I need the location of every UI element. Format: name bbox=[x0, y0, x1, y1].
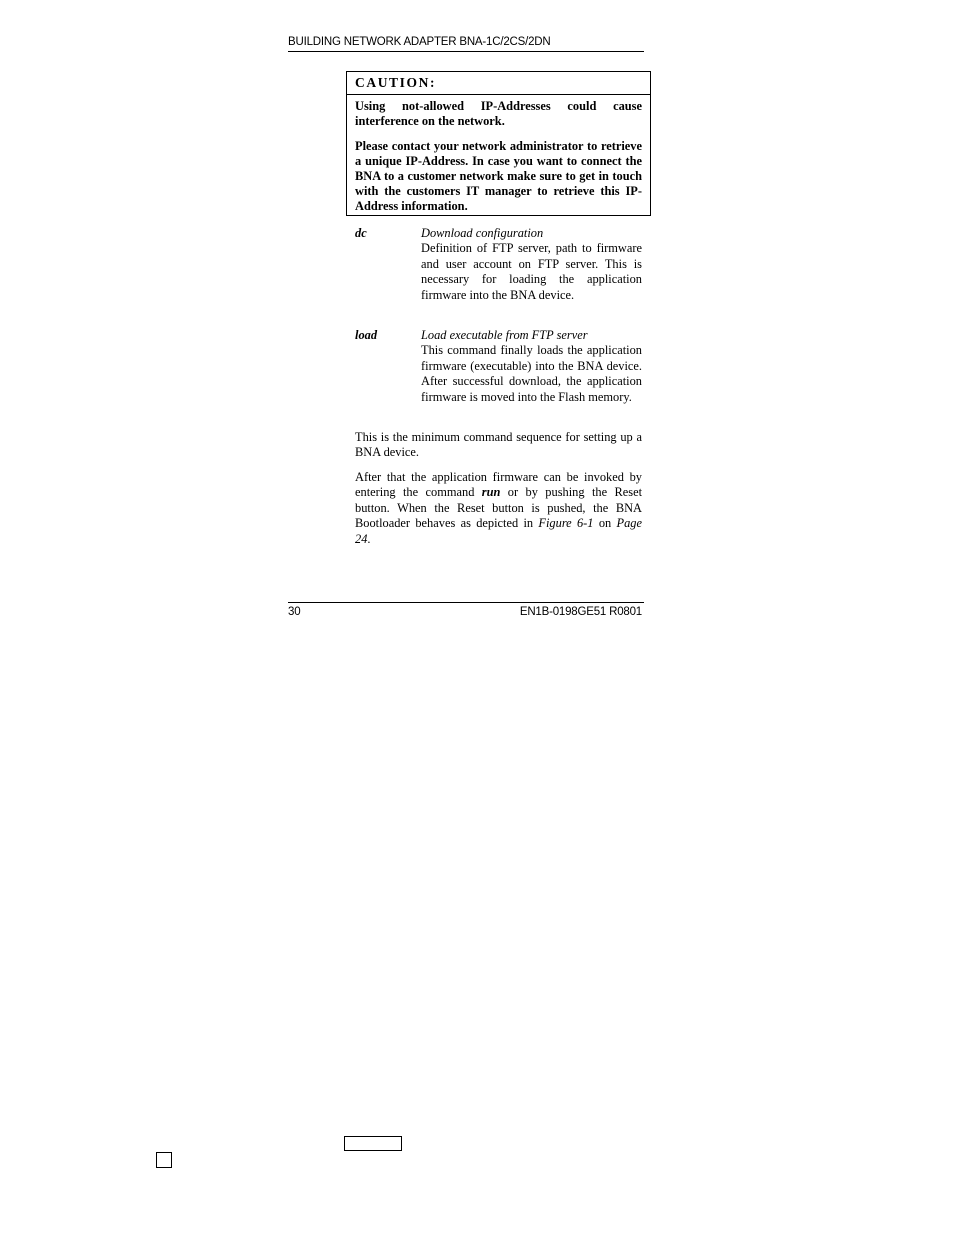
print-mark-rectangle bbox=[344, 1136, 402, 1151]
header-title: BUILDING NETWORK ADAPTER BNA-1C/2CS/2DN bbox=[288, 36, 551, 48]
command-run: run bbox=[481, 485, 501, 500]
figure-reference: Figure 6-1 bbox=[538, 516, 594, 531]
body-paragraph: After that the application firmware can be invoked by entering the command run or by pushing the Reset button. When the Reset button is pushed, the BNA Bootloader behaves as depicted in Figure 6-1 on Page 24. bbox=[355, 470, 643, 546]
document-id: EN1B-0198GE51 R0801 bbox=[519, 606, 642, 618]
page-footer bbox=[288, 602, 644, 618]
page-header bbox=[288, 35, 644, 52]
caution-title: CAUTION: bbox=[355, 75, 437, 90]
caution-paragraph: Please contact your network administrator to retrieve a unique IP-Address. In case you want to connect the BNA to a customer network make sure to get in touch with the customers IT manager to retrieve this IP-Address information. bbox=[355, 139, 642, 213]
command-title: Download configuration bbox=[421, 226, 544, 240]
command-term: load bbox=[355, 328, 378, 342]
command-definition bbox=[421, 328, 642, 405]
command-term: dc bbox=[355, 226, 367, 240]
body-paragraph: This is the minimum command sequence for setting up a BNA device. bbox=[355, 430, 642, 460]
command-definition bbox=[421, 226, 642, 303]
caution-divider bbox=[347, 94, 650, 95]
caution-box bbox=[346, 71, 651, 216]
caution-paragraph: Using not-allowed IP-Addresses could cause interference on the network. bbox=[355, 99, 642, 128]
print-mark-square bbox=[156, 1152, 172, 1168]
command-title: Load executable from FTP server bbox=[421, 328, 588, 342]
page-number: 30 bbox=[288, 606, 301, 618]
command-description: Definition of FTP server, path to firmware and user account on FTP server. This is necessary for loading the application firmware into the BNA device. bbox=[421, 241, 642, 302]
page-reference: Page 24 bbox=[355, 516, 642, 546]
command-description: This command finally loads the application firmware (executable) into the BNA device. After successful download, the application firmware is moved into the Flash memory. bbox=[421, 343, 642, 404]
